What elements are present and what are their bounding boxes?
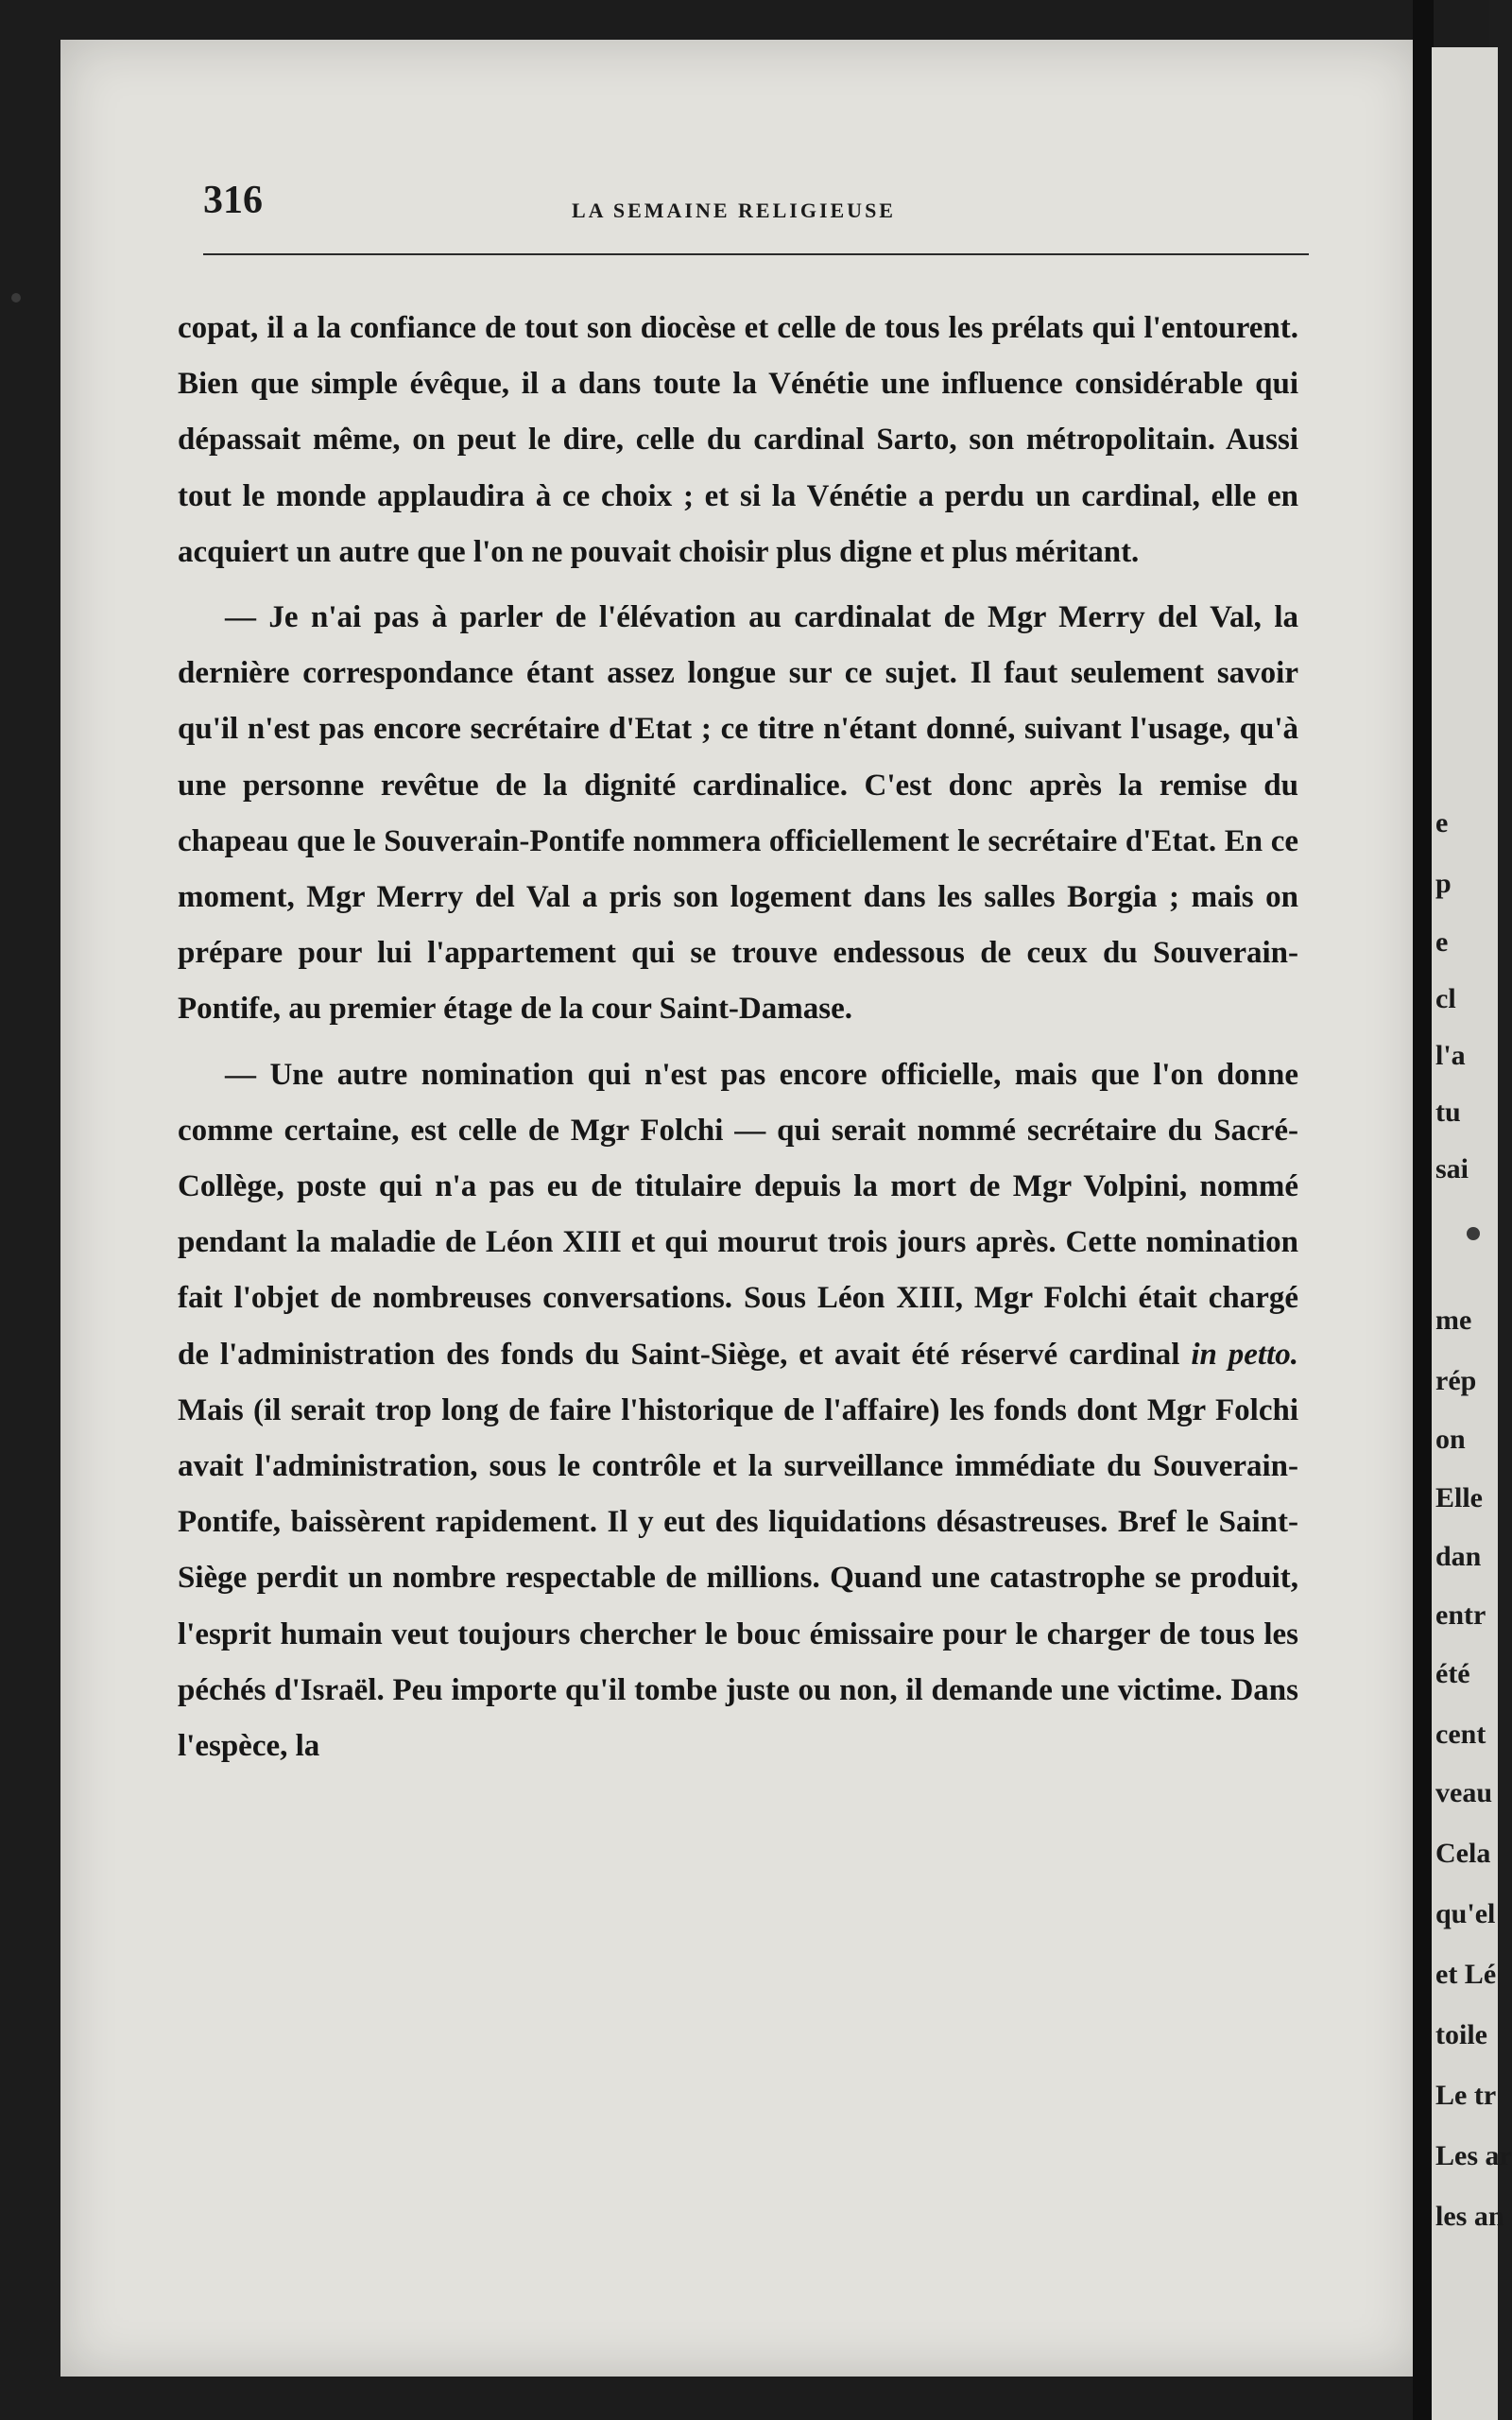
journal-title: LA SEMAINE RELIGIEUSE bbox=[572, 199, 896, 222]
adjacent-page-edge bbox=[1432, 47, 1512, 2420]
paragraph-3-text-a: — Une autre nomination qui n'est pas encore officielle, mais que l'on donne comme certaine, est celle de Mgr Folchi — qui serait nommé secrétaire du Sacré-Collège, poste qui n'a pas eu de titulaire depuis la mort de Mgr Volpini, nommé pendant la maladie de Léon XIII et qui mourut trois jours après. Cette nomination fait l'objet de nombreuses conversations. Sous Léon XIII, Mgr Folchi était chargé de l'administration des fonds du Saint-Siège, et avait été réservé cardinal bbox=[178, 1057, 1298, 1372]
paragraph-1: copat, il a la confiance de tout son diocèse et celle de tous les prélats qui l'entourent. Bien que simple évêque, il a dans toute la Vénétie une influence considérable qui dépassait même, on peut le dire, celle du cardinal Sarto, son métropolitain. Aussi tout le monde applaudira à ce choix ; et si la Vénétie a perdu un cardinal, elle en acquiert un autre que l'on ne pouvait choisir plus digne et plus méritant. bbox=[178, 311, 1298, 569]
adjacent-page-fragment: entr bbox=[1435, 1599, 1486, 1631]
paragraph-2: — Je n'ai pas à parler de l'élévation au cardinalat de Mgr Merry del Val, la dernière correspondance étant assez longue sur ce sujet. Il faut seulement savoir qu'il n'est pas encore secrétaire d'Etat ; ce titre n'étant donné, suivant l'usage, qu'à une personne revêtue de la dignité cardinalice. C'est donc après la remise du chapeau que le Souverain-Pontife nommera officiellement le secrétaire d'Etat. En ce moment, Mgr Merry del Val a pris son logement dans les salles Borgia ; mais on prépare pour lui l'appartement qui se trouve endessous de ceux du Souverain-Pontife, au premier étage de la cour Saint-Damase. bbox=[178, 600, 1298, 1027]
adjacent-page-fragment: été bbox=[1435, 1658, 1470, 1689]
running-head bbox=[203, 178, 1309, 225]
adjacent-page-fragment: Elle bbox=[1435, 1482, 1483, 1513]
adjacent-page-fragment: veau bbox=[1435, 1777, 1492, 1808]
adjacent-page-fragment: toile bbox=[1435, 2019, 1487, 2050]
adjacent-page-fragment: me bbox=[1435, 1305, 1472, 1336]
adjacent-page-fragment: Le tr bbox=[1435, 2080, 1497, 2111]
adjacent-page-fragment: on bbox=[1435, 1424, 1466, 1455]
adjacent-page-fragment: qu'el bbox=[1435, 1898, 1496, 1929]
adjacent-page-fragment: dan bbox=[1435, 1541, 1482, 1572]
italic-phrase: in petto. bbox=[1191, 1337, 1298, 1372]
scan-speck bbox=[11, 293, 21, 302]
adjacent-page-fragment: l'a bbox=[1435, 1040, 1466, 1071]
adjacent-page-fragment: et Lé bbox=[1435, 1959, 1497, 1990]
page-number: 316 bbox=[203, 179, 263, 222]
paragraph-3-text-b: Mais (il serait trop long de faire l'historique de l'affaire) les fonds dont Mgr Folchi avait l'administration, sous le contrôle et la surveillance immédiate du Souverain-Pontife, baissèrent rapidement. Il y eut des liquidations désastreuses. Bref le Saint-Siège perdit un nombre respectable de millions. Quand une catastrophe se produit, l'esprit humain veut toujours chercher le bouc émissaire pour le charger de tous les péchés d'Israël. Peu importe qu'il tombe juste ou non, il demande une victime. Dans l'espèce, la bbox=[178, 1392, 1298, 1764]
adjacent-page-fragment: les an bbox=[1435, 2201, 1504, 2232]
adjacent-page-fragment: e bbox=[1435, 807, 1449, 838]
adjacent-page-fragment: cl bbox=[1435, 983, 1456, 1014]
adjacent-page-fragment: cent bbox=[1435, 1719, 1486, 1750]
adjacent-page-fragment: sai bbox=[1435, 1153, 1469, 1184]
header-rule bbox=[203, 253, 1309, 255]
paragraph-3 bbox=[178, 1047, 1298, 1775]
book-gutter bbox=[1413, 0, 1434, 2420]
adjacent-page-fragment: Les ar bbox=[1435, 2140, 1512, 2171]
adjacent-page-fragment: tu bbox=[1435, 1097, 1461, 1128]
scan-speck bbox=[1467, 1227, 1480, 1240]
adjacent-page-fragment: e bbox=[1435, 926, 1449, 958]
adjacent-page-fragment: Cela bbox=[1435, 1838, 1491, 1869]
adjacent-page-fragment: p bbox=[1435, 868, 1452, 899]
adjacent-page-fragment: rép bbox=[1435, 1365, 1477, 1396]
page-body bbox=[178, 301, 1298, 1774]
